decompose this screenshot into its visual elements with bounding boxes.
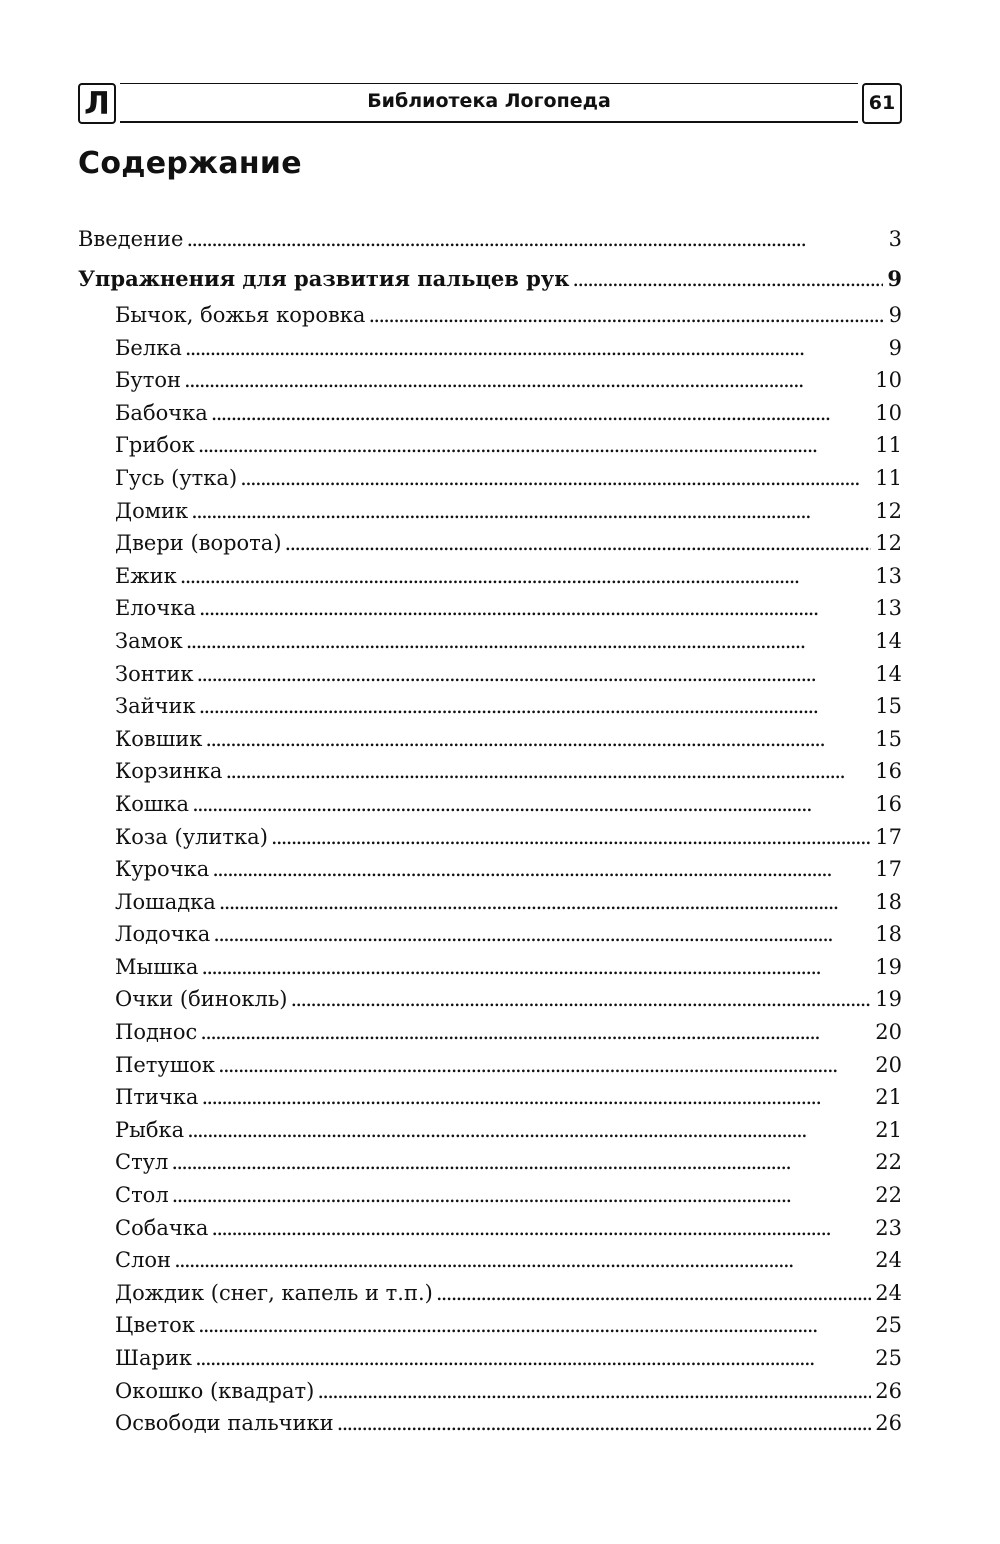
toc-subentry[interactable] <box>78 918 902 951</box>
toc-subentry[interactable] <box>78 658 902 691</box>
dot-leader <box>271 821 871 854</box>
toc-subentry[interactable] <box>78 332 902 365</box>
toc-label: Грибок <box>115 433 195 458</box>
toc-label: Курочка <box>115 857 210 882</box>
toc-entry[interactable] <box>78 221 902 257</box>
dot-leader <box>185 332 885 365</box>
toc-label: Зонтик <box>115 661 194 686</box>
toc-subentry[interactable] <box>78 625 902 658</box>
toc-label: Белка <box>115 335 182 360</box>
toc-label: Стол <box>115 1183 169 1208</box>
toc-page-number: 10 <box>875 368 902 393</box>
dot-leader <box>199 592 871 625</box>
toc-label: Стул <box>115 1150 169 1175</box>
toc-page-number: 20 <box>875 1020 902 1045</box>
toc-label: Петушок <box>115 1052 216 1077</box>
toc-label: Елочка <box>115 596 196 621</box>
dot-leader <box>211 1212 871 1245</box>
toc-label: Введение <box>78 227 184 251</box>
dot-leader <box>200 1016 871 1049</box>
dot-leader <box>205 723 871 756</box>
toc-subentry[interactable] <box>78 983 902 1016</box>
toc-label: Поднос <box>115 1020 198 1045</box>
toc-page-number: 15 <box>875 694 902 719</box>
toc-page-number: 20 <box>875 1052 902 1077</box>
page-number-badge: 61 <box>862 83 902 124</box>
toc-label: Мышка <box>115 954 199 979</box>
dot-leader <box>201 951 871 984</box>
toc-label: Кошка <box>115 791 190 816</box>
toc-subentry[interactable] <box>78 462 902 495</box>
toc-subentry[interactable] <box>78 495 902 528</box>
series-title: Библиотека Логопеда <box>367 90 611 112</box>
toc-subentry[interactable] <box>78 723 902 756</box>
toc-label: Птичка <box>115 1085 199 1110</box>
toc-page-number: 16 <box>875 759 902 784</box>
dot-leader <box>186 221 884 257</box>
toc-label: Очки (бинокль) <box>115 987 288 1012</box>
toc-page-number: 16 <box>875 791 902 816</box>
dot-leader <box>572 261 883 297</box>
toc-label: Двери (ворота) <box>115 531 282 556</box>
table-of-contents <box>78 221 902 1440</box>
toc-subentry[interactable] <box>78 397 902 430</box>
toc-page-number: 15 <box>875 726 902 751</box>
toc-subentry[interactable] <box>78 821 902 854</box>
page-title: Содержание <box>78 146 302 181</box>
toc-label: Ковшик <box>115 726 203 751</box>
toc-page-number: 13 <box>875 596 902 621</box>
dot-leader <box>213 918 871 951</box>
toc-label: Корзинка <box>115 759 223 784</box>
toc-subentry[interactable] <box>78 951 902 984</box>
toc-subentry[interactable] <box>78 755 902 788</box>
toc-page-number: 22 <box>875 1150 902 1175</box>
dot-leader <box>211 397 871 430</box>
toc-label: Слон <box>115 1248 172 1273</box>
dot-leader <box>195 1342 871 1375</box>
toc-page-number: 25 <box>875 1313 902 1338</box>
toc-subentry[interactable] <box>78 560 902 593</box>
series-letter-badge: Л <box>78 83 116 124</box>
toc-page-number: 21 <box>875 1117 902 1142</box>
toc-subentry[interactable] <box>78 1114 902 1147</box>
toc-label: Рыбка <box>115 1117 185 1142</box>
toc-subentry[interactable] <box>78 1081 902 1114</box>
toc-label: Бычок, божья коровка <box>115 303 366 327</box>
dot-leader <box>196 658 871 691</box>
dot-leader <box>184 364 871 397</box>
toc-page-number: 3 <box>888 227 902 251</box>
toc-subentry[interactable] <box>78 1309 902 1342</box>
dot-leader <box>201 1081 871 1114</box>
dot-leader <box>171 1146 871 1179</box>
dot-leader <box>180 560 871 593</box>
toc-label: Замок <box>115 628 183 653</box>
toc-page-number: 24 <box>875 1248 902 1273</box>
toc-page-number: 10 <box>875 400 902 425</box>
toc-label: Окошко (квадрат) <box>115 1378 315 1403</box>
toc-page-number: 14 <box>875 661 902 686</box>
toc-page-number: 11 <box>875 465 902 490</box>
toc-subentry[interactable] <box>78 1212 902 1245</box>
toc-subentry[interactable] <box>78 1179 902 1212</box>
toc-subentry[interactable] <box>78 690 902 723</box>
page-header <box>78 81 902 126</box>
toc-page-number: 25 <box>875 1346 902 1370</box>
toc-subentry[interactable] <box>78 429 902 462</box>
toc-label: Собачка <box>115 1215 209 1240</box>
toc-page-number: 19 <box>875 954 902 979</box>
toc-subentry[interactable] <box>78 592 902 625</box>
toc-subentry[interactable] <box>78 1342 902 1375</box>
toc-page-number: 18 <box>875 889 902 914</box>
toc-subentry[interactable] <box>78 1049 902 1082</box>
toc-page-number: 17 <box>875 824 902 849</box>
dot-leader <box>191 495 871 528</box>
toc-label: Освободи пальчики <box>115 1411 334 1436</box>
toc-label: Коза (улитка) <box>115 824 268 849</box>
toc-subentry[interactable] <box>78 364 902 397</box>
toc-label: Гусь (утка) <box>115 465 238 490</box>
toc-label: Дождик (снег, капель и т.п.) <box>115 1280 433 1305</box>
toc-label: Упражнения для развития пальцев рук <box>78 266 570 291</box>
dot-leader <box>285 527 872 560</box>
dot-leader <box>317 1375 871 1408</box>
toc-subentry[interactable] <box>78 1277 902 1310</box>
dot-leader <box>198 1309 871 1342</box>
toc-subentry[interactable] <box>78 1375 902 1408</box>
toc-subentry[interactable] <box>78 1244 902 1277</box>
toc-page-number: 26 <box>875 1411 902 1436</box>
toc-page-number: 26 <box>875 1378 902 1403</box>
dot-leader <box>212 853 871 886</box>
toc-subentry[interactable] <box>78 1146 902 1179</box>
toc-subentry[interactable] <box>78 1016 902 1049</box>
toc-page-number: 22 <box>875 1183 902 1208</box>
toc-page-number: 21 <box>875 1085 902 1110</box>
toc-label: Домик <box>115 498 189 523</box>
toc-label: Лошадка <box>115 889 216 914</box>
dot-leader <box>186 625 872 658</box>
dot-leader <box>219 886 871 919</box>
dot-leader <box>174 1244 871 1277</box>
toc-subentry[interactable] <box>78 299 902 332</box>
toc-subentry[interactable] <box>78 788 902 821</box>
toc-page-number: 9 <box>888 303 902 327</box>
toc-page-number: 17 <box>875 857 902 882</box>
toc-page-number: 9 <box>888 335 902 360</box>
dot-leader <box>172 1179 872 1212</box>
toc-label: Цветок <box>115 1313 195 1338</box>
toc-label: Бутон <box>115 368 182 393</box>
toc-page-number: 13 <box>875 563 902 588</box>
dot-leader <box>218 1049 871 1082</box>
toc-page-number: 18 <box>875 922 902 947</box>
toc-page-number: 24 <box>875 1280 902 1305</box>
toc-section[interactable] <box>78 261 902 297</box>
toc-page-number: 9 <box>887 266 902 291</box>
toc-label: Шарик <box>115 1346 193 1370</box>
dot-leader <box>337 1407 872 1440</box>
dot-leader <box>290 983 871 1016</box>
toc-label: Ежик <box>115 563 177 588</box>
dot-leader <box>199 690 872 723</box>
dot-leader <box>187 1114 871 1147</box>
toc-subentry[interactable] <box>78 853 902 886</box>
dot-leader <box>368 299 884 332</box>
toc-page-number: 12 <box>875 531 902 556</box>
toc-label: Бабочка <box>115 400 208 425</box>
toc-page-number: 11 <box>875 433 902 458</box>
toc-page-number: 19 <box>875 987 902 1012</box>
toc-subentry[interactable] <box>78 886 902 919</box>
dot-leader <box>240 462 871 495</box>
toc-label: Зайчик <box>115 694 196 719</box>
toc-page-number: 14 <box>875 628 902 653</box>
toc-page-number: 23 <box>875 1215 902 1240</box>
dot-leader <box>198 429 872 462</box>
dot-leader <box>225 755 871 788</box>
dot-leader <box>436 1277 871 1310</box>
toc-subentry[interactable] <box>78 527 902 560</box>
toc-subentry[interactable] <box>78 1407 902 1440</box>
dot-leader <box>192 788 871 821</box>
toc-label: Лодочка <box>115 922 211 947</box>
toc-page-number: 12 <box>875 498 902 523</box>
